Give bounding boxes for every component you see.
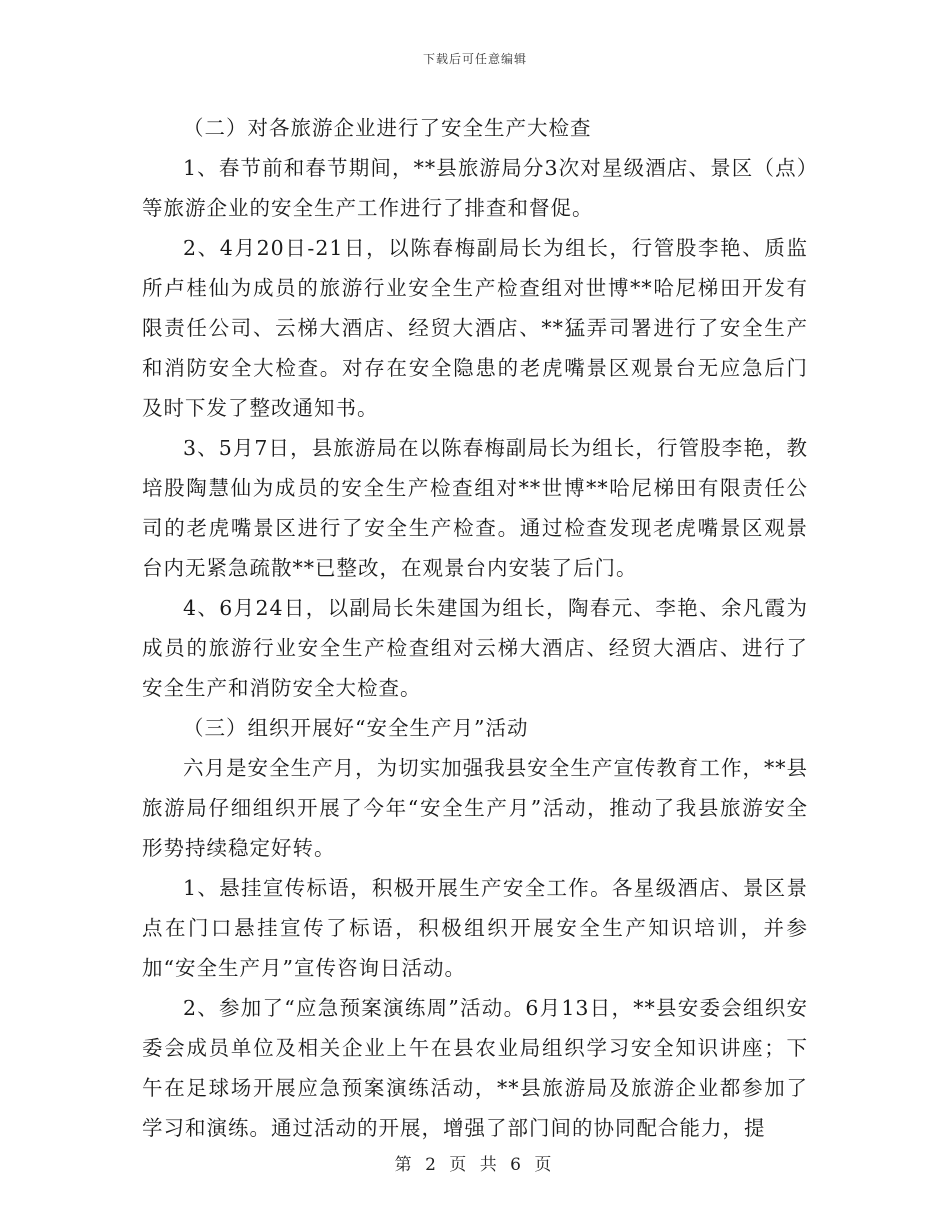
paragraph: 1、悬挂宣传标语，积极开展生产安全工作。各星级酒店、景区景点在门口悬挂宣传了标语，积极组织开展安全生产知识培训，并参加“安全生产月”宣传咨询日活动。: [142, 876, 808, 980]
paragraph: 六月是安全生产月，为切实加强我县安全生产宣传教育工作，**县旅游局仔细组织开展了今年“安全生产月”活动，推动了我县旅游安全形势持续稳定好转。: [142, 756, 808, 860]
section-heading-3: （三）组织开展好“安全生产月”活动: [183, 716, 529, 740]
paragraph: 2、4月20日-21日，以陈春梅副局长为组长，行管股李艳、质监所卢桂仙为成员的旅游行业安全生产检查组对世博**哈尼梯田开发有限责任公司、云梯大酒店、经贸大酒店、**猛弄司署进行了安全生产和消防安全大检查。对存在安全隐患的老虎嘴景区观景台无应急后门及时下发了整改通知书。: [142, 236, 808, 420]
paragraph: 2、参加了“应急预案演练周”活动。6月13日，**县安委会组织安委会成员单位及相关企业上午在县农业局组织学习安全知识讲座；下午在足球场开展应急预案演练活动，**县旅游局及旅游企业都参加了学习和演练。通过活动的开展，增强了部门间的协同配合能力，提: [142, 996, 808, 1140]
paragraph: 3、5月7日，县旅游局在以陈春梅副局长为组长，行管股李艳，教培股陶慧仙为成员的安全生产检查组对**世博**哈尼梯田有限责任公司的老虎嘴景区进行了安全生产检查。通过检查发现老虎嘴景区观景台内无紧急疏散**已整改，在观景台内安装了后门。: [142, 436, 808, 580]
paragraph: 1、春节前和春节期间，**县旅游局分3次对星级酒店、景区（点）等旅游企业的安全生产工作进行了排查和督促。: [142, 156, 808, 220]
section-heading-2: （二）对各旅游企业进行了安全生产大检查: [183, 116, 592, 140]
document-body: [142, 108, 808, 1148]
paragraph: 4、6月24日，以副局长朱建国为组长，陶春元、李艳、余凡霞为成员的旅游行业安全生产检查组对云梯大酒店、经贸大酒店、进行了安全生产和消防安全大检查。: [142, 596, 808, 700]
page-number-footer: 第 2 页 共 6 页: [394, 1155, 556, 1175]
page-header-note: 下载后可任意编辑: [422, 52, 527, 66]
